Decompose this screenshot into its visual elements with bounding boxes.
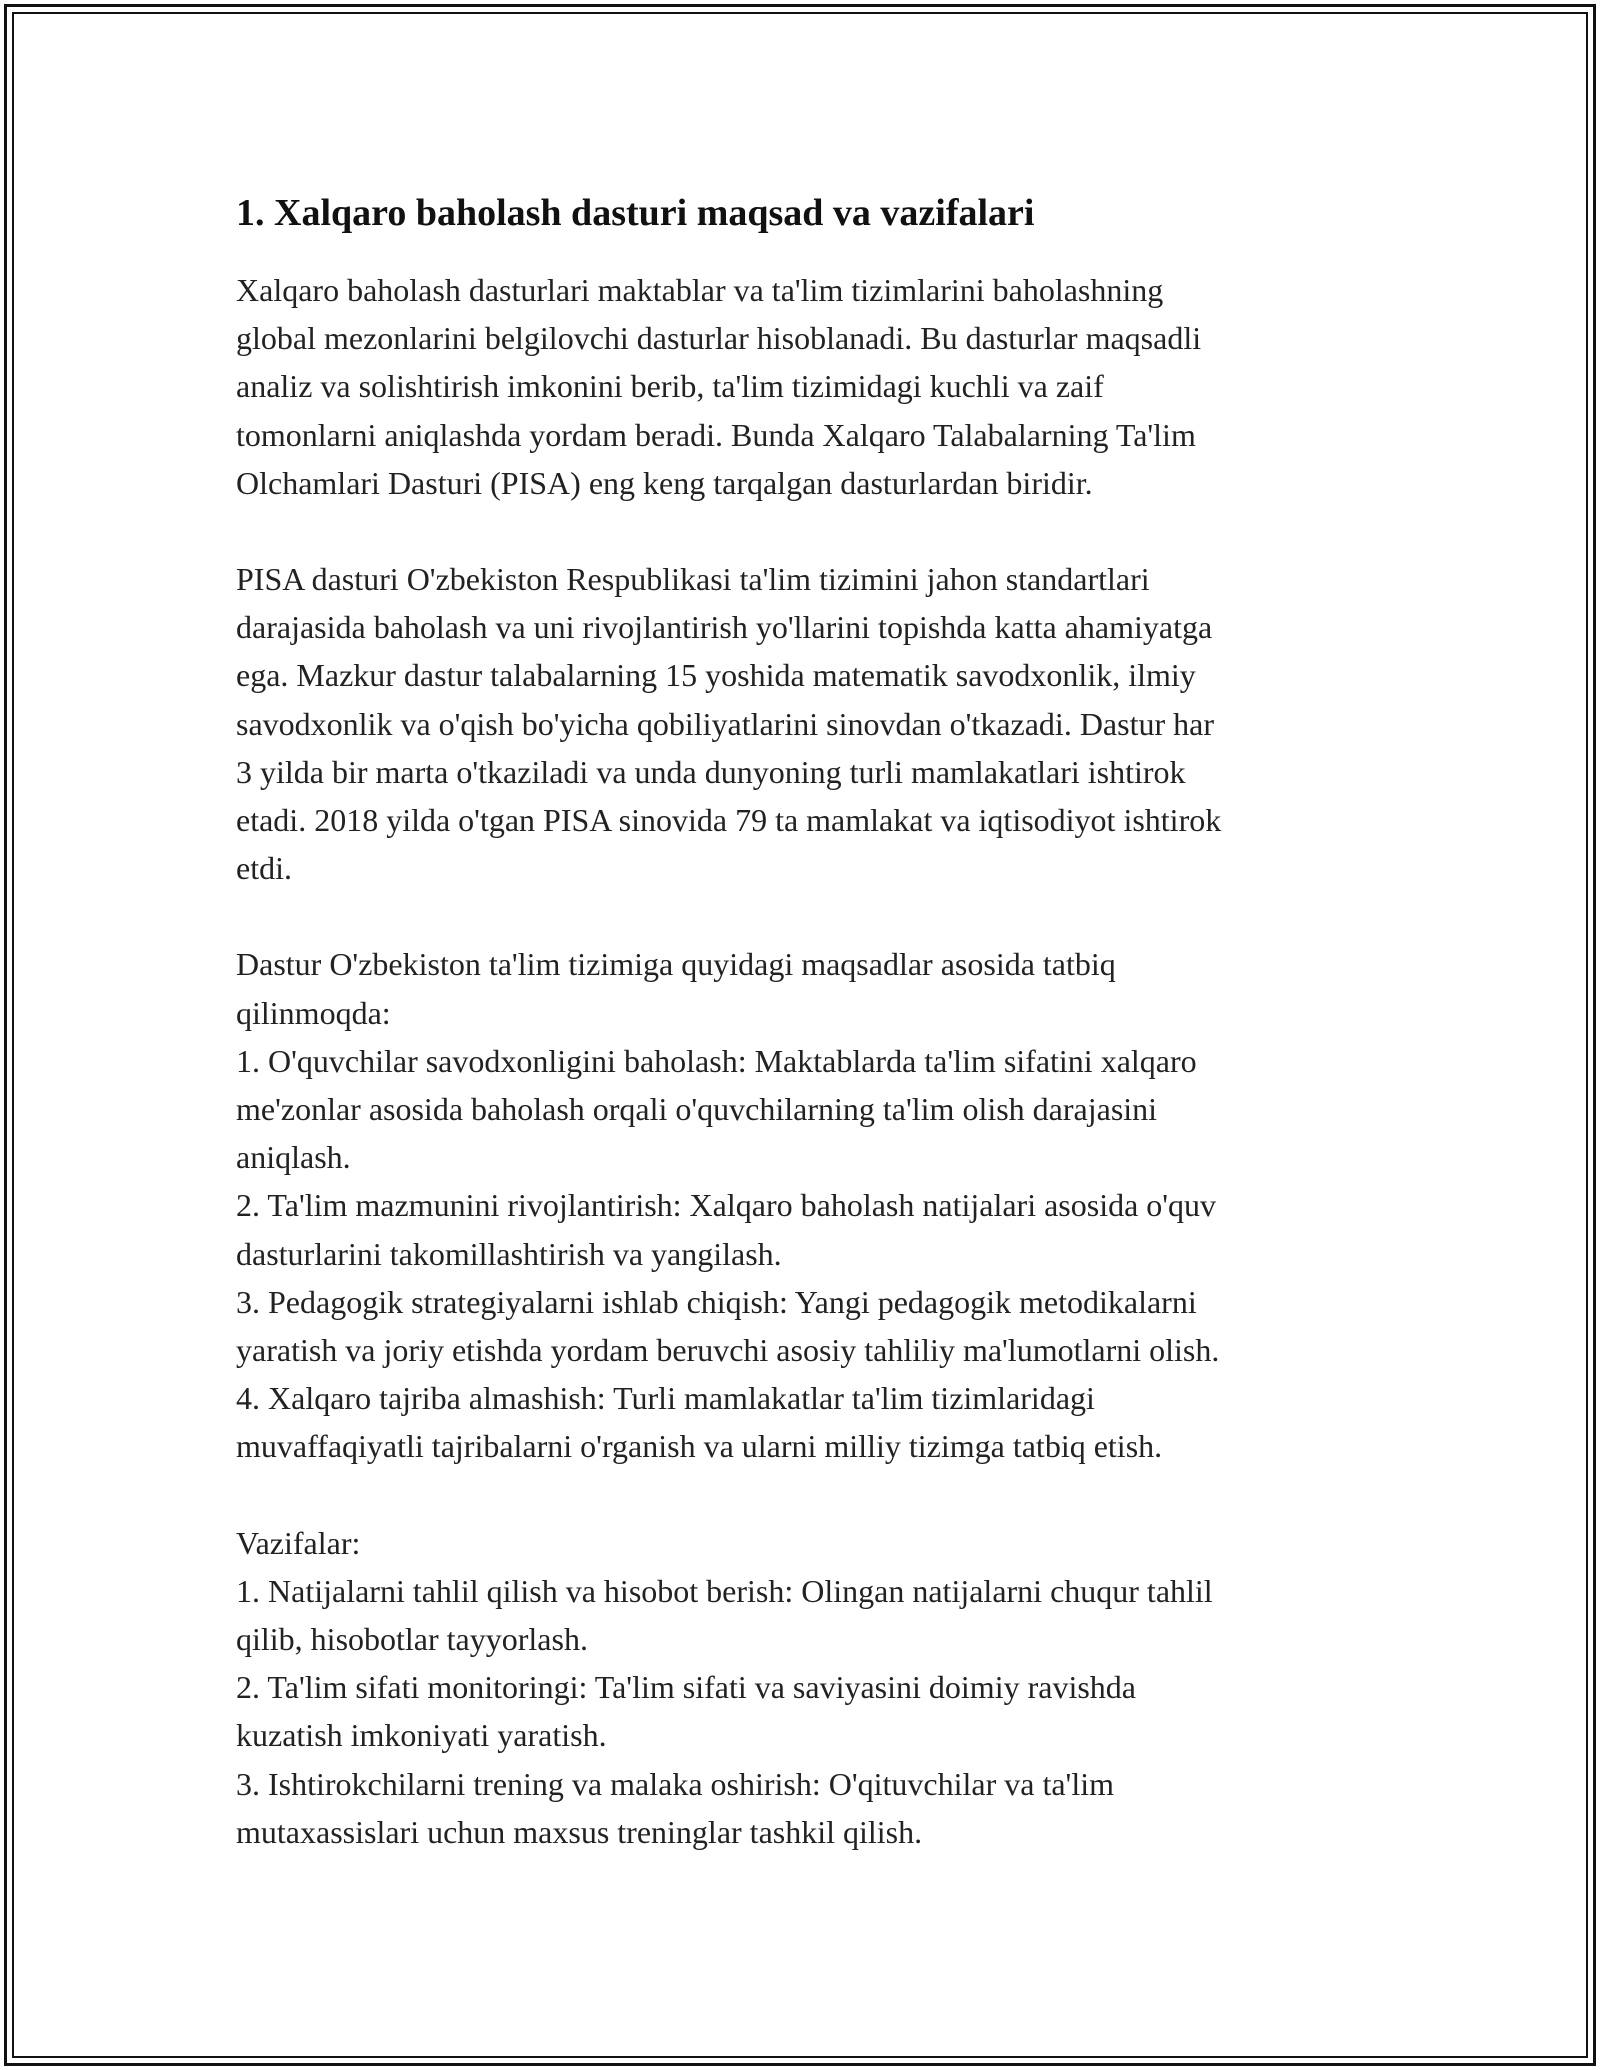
paragraph-pisa: PISA dasturi O'zbekiston Respublikasi ta'lim tizimini jahon standartlari darajasida baholash va uni rivojlantirish yo'llarini topishda katta ahamiyatga ega. Mazkur dastur talabalarning 15 yoshida matematik savodxonlik, ilmiy savodxonlik va o'qish bo'yicha qobiliyatlarini sinovdan o'tkazadi. Dastur har 3 yilda bir marta o'tkaziladi va unda dunyoning turli mamlakatlari ishtirok etadi. 2018 yilda o'tgan PISA sinovida 79 ta mamlakat va iqtisodiyot ishtirok etdi. xyxy=(236,561,1222,887)
paragraph-spacer xyxy=(236,1471,1386,1519)
document-title: 1. Xalqaro baholash dasturi maqsad va vazifalari xyxy=(236,192,1035,234)
paragraph-spacer xyxy=(236,892,1386,940)
document-body xyxy=(236,188,1386,1856)
paragraph-goals: Dastur O'zbekiston ta'lim tizimiga quyidagi maqsadlar asosida tatbiq qilinmoqda: 1. O'quvchilar savodxonligini baholash: Maktablarda ta'lim sifatini xalqaro me'zonlar asosida baholash orqali o'quvchilarning ta'lim olish darajasini aniqlash. 2. Ta'lim mazmunini rivojlantirish: Xalqaro baholash natijalari asosida o'quv dasturlarini takomillashtirish va yangilash. 3. Pedagogik strategiyalarni ishlab chiqish: Yangi pedagogik metodikalarni yaratish va joriy etishda yordam beruvchi asosiy tahliliy ma'lumotlarni olish. 4. Xalqaro tajriba almashish: Turli mamlakatlar ta'lim tizimlaridagi muvaffaqiyatli tajribalarni o'rganish va ularni milliy tizimga tatbiq etish. xyxy=(236,946,1220,1465)
paragraph-spacer xyxy=(236,507,1386,555)
paragraph-intro: Xalqaro baholash dasturlari maktablar va ta'lim tizimlarini baholashning global mezonlarini belgilovchi dasturlar hisoblanadi. Bu dasturlar maqsadli analiz va solishtirish imkonini berib, ta'lim tizimidagi kuchli va zaif tomonlarni aniqlashda yordam beradi. Bunda Xalqaro Talabalarning Ta'lim Olchamlari Dasturi (PISA) eng keng tarqalgan dasturlardan biridir. xyxy=(236,272,1202,501)
paragraph-tasks: Vazifalar: 1. Natijalarni tahlil qilish va hisobot berish: Olingan natijalarni chuqur tahlil qilib, hisobotlar tayyorlash. 2. Ta'lim sifati monitoringi: Ta'lim sifati va saviyasini doimiy ravishda kuzatish imkoniyati yaratish. 3. Ishtirokchilarni trening va malaka oshirish: O'qituvchilar va ta'lim mutaxassislari uchun maxsus treninglar tashkil qilish. xyxy=(236,1524,1213,1850)
